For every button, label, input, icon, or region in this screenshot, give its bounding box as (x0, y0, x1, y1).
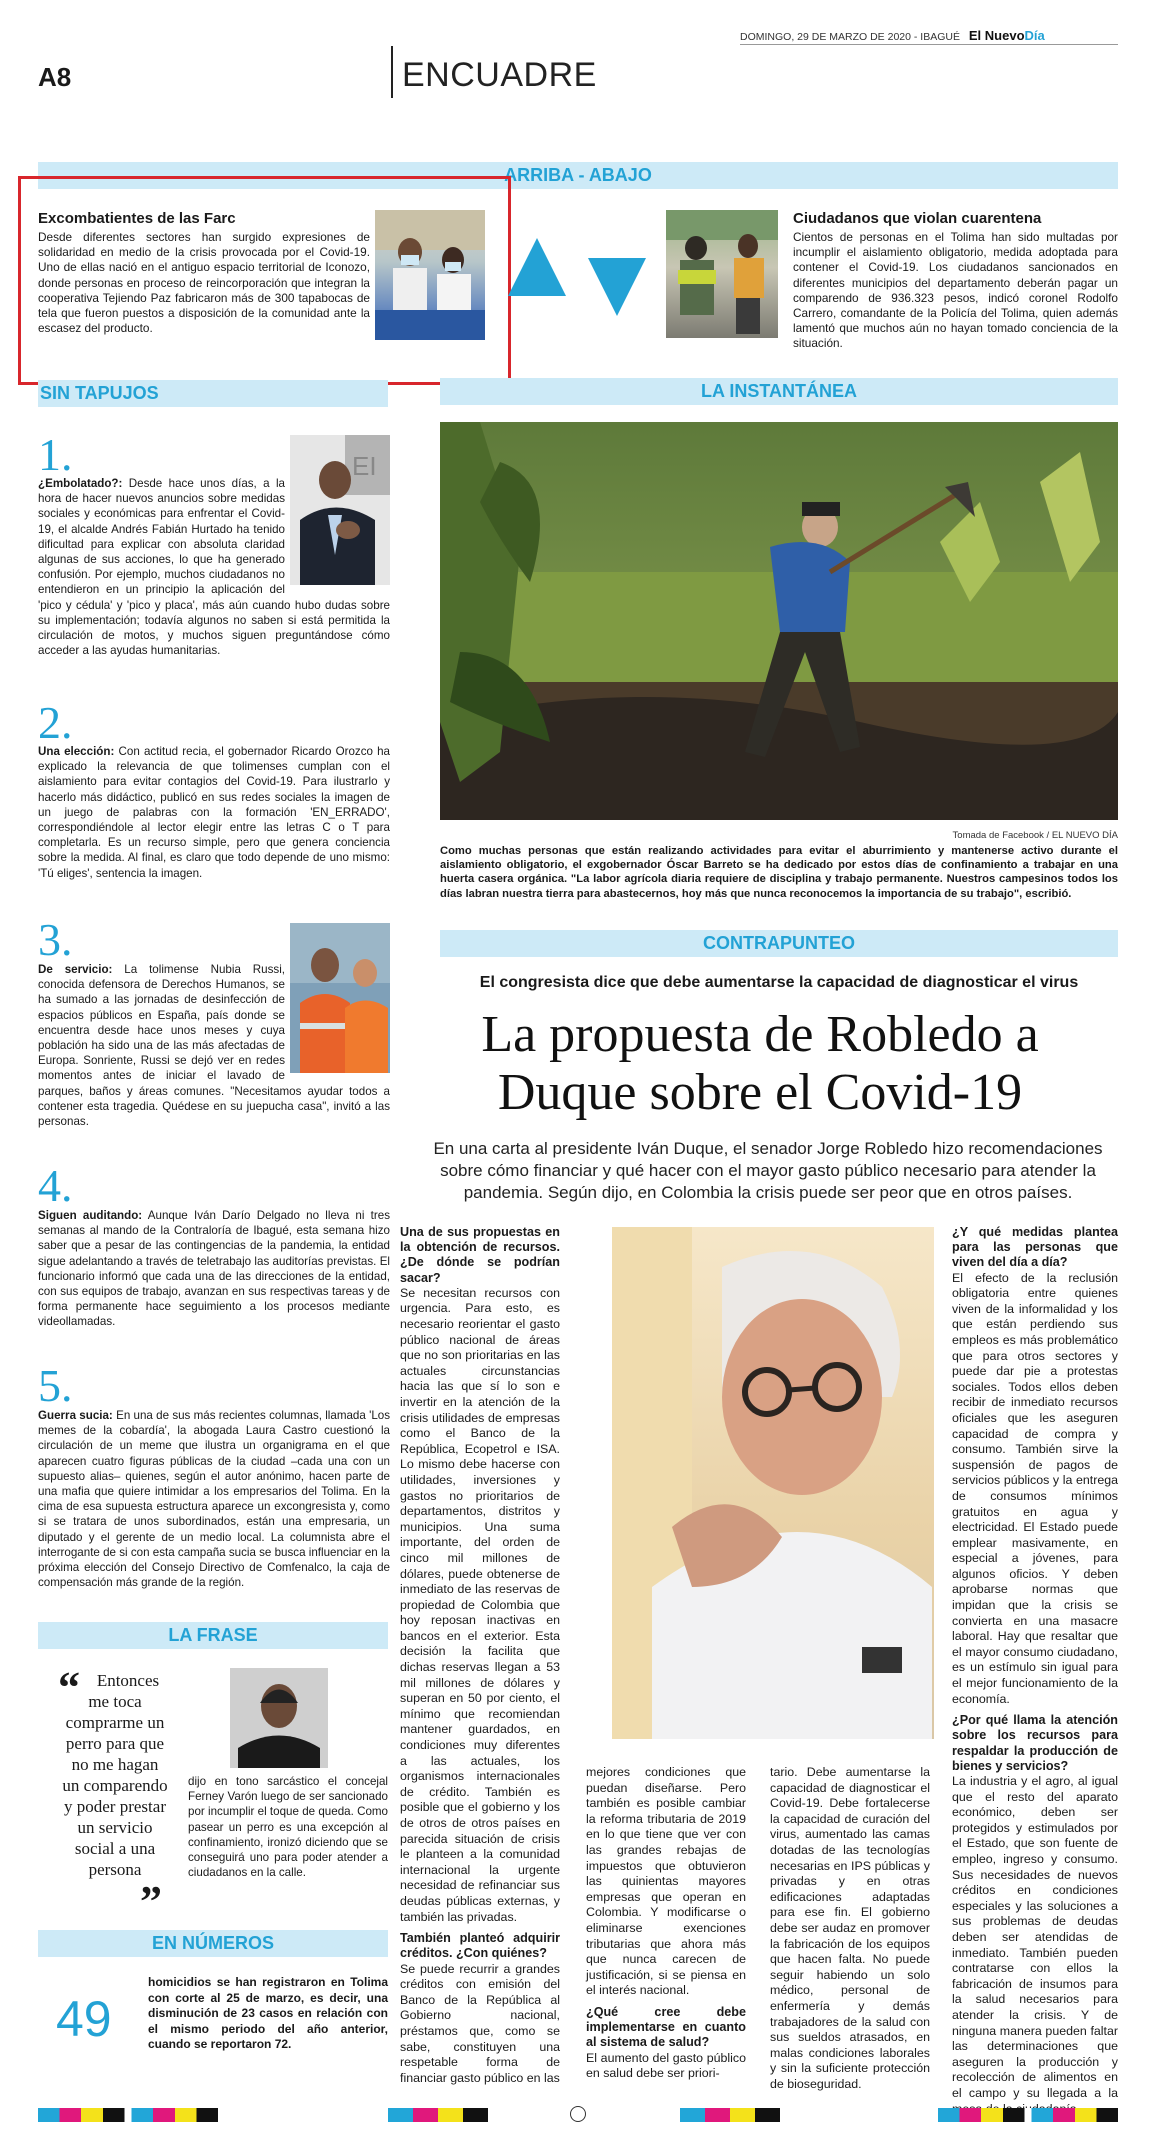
arrow-up-icon (508, 238, 566, 296)
arriba-right-title: Ciudadanos que violan cuarentena (793, 210, 1042, 227)
photo-barreto-huerta (440, 422, 1118, 820)
item-4-body (38, 1208, 390, 1330)
frase-quote: Entonces me toca comprarme un perro para que no me hagan un comparendo y poder prestar un servicio social a una persona (62, 1671, 168, 1879)
photo-credit: Tomada de Facebook / EL NUEVO DÍA (952, 830, 1118, 841)
wrap-spacer (285, 476, 390, 586)
col4-answer-1: El efecto de la reclusión obligatoria entre quienes viven de la informalidad y los que están perdiendo sus empleos es más problemático que para otros sectores y puede dar pie a protestas sociales. Todos ellos deben recibir de inmediato recursos oficiales que les aseguren capacidad de compra y consumo. También sirve la suspensión de pagos de servicios públicos y la entrega de consumos mínimos gratuitos en agua y electricidad. El Estado puede emplear masivamente, en especial a jóvenes, para algunos oficios. Y deben aprobarse normas que impidan que la crisis se convierta en una masacre laboral. Hay que resaltar que el mayor consumo ciudadano, es un estímulo sin igual para el mejor funcionamiento de la economía. (952, 1270, 1118, 1706)
item-4-number: 4. (38, 1160, 73, 1211)
article-col-2 (586, 1765, 746, 2082)
col4-question-2: ¿Por qué llama la atención sobre los recursos para respaldar la producción de bienes y servicios? (952, 1713, 1118, 1773)
arriba-abajo-heading: ARRIBA - ABAJO (38, 162, 1118, 189)
numeros-text: homicidios se han registraron en Tolima con corte al 25 de marzo, es decir, una disminución de 23 casos en relación con el mismo periodo del año anterior, cuando se reportaron 72. (148, 1975, 388, 2051)
frase-text: dijo en tono sarcástico el concejal Ferney Varón luego de ser sancionado por incumplir el toque de queda. Como pasear un perro es una excepción al confinamiento, ironizó diciendo que se conseguirá uno para poder atender a ciudadanos en la calle. (188, 1775, 388, 1880)
article-title-line-1: La propuesta de Robledo a (481, 1006, 1039, 1063)
item-3-lead: De servicio: (38, 963, 113, 976)
section-divider (391, 46, 393, 98)
arriba-left-title: Excombatientes de las Farc (38, 210, 236, 227)
sin-tapujos-heading: SIN TAPUJOS (38, 380, 388, 407)
article-title-line-2: Duque sobre el Covid-19 (497, 1064, 1023, 1121)
registration-target-icon (570, 2106, 586, 2122)
item-1-body (38, 476, 390, 658)
article-lead: En una carta al presidente Iván Duque, el senador Jorge Robledo hizo recomendaciones sobre cómo financiar y qué hacer con el mayor gasto público necesario para atender la pandemia. Según dijo, en Colombia la crisis puede ser peor que en otros países. (433, 1139, 1103, 1202)
brand-logo (969, 28, 1045, 43)
quote-close-mark: ” (140, 1877, 162, 1926)
article-col-1 (400, 1225, 560, 2086)
col1-answer-1: Se necesitan recursos con urgencia. Para esto, es necesario reorientar el gasto público nacional de áreas que no son prioritarias en las actuales circunstancias hacia las que sí lo son e invertir en la atención de la crisis utilidades de empresas como el Banco de la República, Ecopetrol e ISA. Lo mismo debe hacerse con utilidades, inversiones y gastos no prioritarios de departamentos, distritos y municipios. Una suma importante, del orden de cinco mil millones de dólares, puede obtenerse de inmediato de las reservas de propiedad de Colombia que hoy reposan inactivas en bancos en el exterior. Esta decisión la facilita que dichas reservas llegan a 53 mil millones de dólares y superan en 50 por ciento, el mínimo que recomiendan mantener guardados, en condiciones muy diferentes a las actuales, los organismos internacionales de crédito. También es posible que el gobierno y los de otros de otros países en parecida situación de crisis le planteen a la comunidad internacional la urgente necesidad de refinanciar sus deudas públicas externas, y también las privadas. (400, 1285, 560, 1924)
registration-bar-mid (388, 2108, 488, 2122)
col4-answer-2: La industria y el agro, al igual que el resto del aparato económico, deben ser protegidos y estimulados por el Estado, que son fuente de empleo, ingreso y consumo. Sus necesidades de nuevos créditos en condiciones especiales y las soluciones a sus problemas de deudas deben ser atendidas de inmediato. También pueden contratarse con ellos la fabricación de insumos para la salud necesarios para atender la crisis. Y de ninguna manera pueden faltar las determinaciones que aseguren la producción y recolección de alimentos en el campo y su llegada a la (952, 1774, 1118, 2100)
item-2-body (38, 744, 390, 881)
section-title: ENCUADRE (402, 56, 597, 94)
svg-text:EI: EI (352, 451, 377, 481)
item-2-lead: Una elección: (38, 745, 115, 758)
photo-caption: Como muchas personas que están realizando actividades para evitar el aburrimiento y mantenerse activo durante el aislamiento obligatorio, el exgobernador Óscar Barreto se ha dedicado por estos días de confinamiento a trabajar en una huerta casera orgánica. "La labor agrícola diaria requiere de disciplina y trabajo permanente. Nuestros campesinos todos los días labran nuestra tierra para abastecernos, hoy más que nunca reconocemos la importancia de su trabajo", escribió. (440, 845, 1118, 900)
photo-cuarentena (666, 210, 778, 338)
wrap-spacer (285, 962, 390, 1070)
registration-bar-right (938, 2108, 1118, 2122)
col1-question-1: Una de sus propuestas en la obtención de recursos. ¿De dónde se podrían sacar? (400, 1225, 560, 1285)
item-5-body (38, 1408, 390, 1590)
item-1-lead: ¿Embolatado?: (38, 477, 123, 490)
photo-concejal (230, 1668, 328, 1768)
header-rule (740, 44, 1118, 45)
en-numeros-heading: EN NÚMEROS (38, 1930, 388, 1957)
item-1-text: Desde hace unos días, a la hora de hacer nuevos anuncios sobre medidas sociales y económicas para enfrentar el Covid-19, el alcalde Andrés Fabián Hurtado ha tenido dificultad para explicar con absoluta claridad algunas de sus acciones, lo que ha generado confusión. Por ejemplo, muchos ciudadanos no entendieron en un principio la aplicación del 'pico y cédula' y 'pico y placa', más aún cuando hubo dudas sobre su implementación; todavía algunos no saben si está permitida la circulación de motos, y muchos siguen preguntándose cómo acceder a las ayudas humanitarias. (38, 477, 390, 658)
item-4-lead: Siguen auditando: (38, 1209, 143, 1222)
photo-robledo (612, 1227, 934, 1739)
item-1-number: 1. (38, 429, 73, 480)
quote-open-mark: “ (58, 1663, 80, 1712)
col4-question-1: ¿Y qué medidas plantea para las personas que viven del día a día? (952, 1225, 1118, 1270)
col2-answer-2: El aumento del gasto público en salud debe ser priori- (586, 2050, 746, 2081)
brand-logo-b: Día (1024, 28, 1045, 43)
dateline-text: DOMINGO, 29 DE MARZO DE 2020 - IBAGUÉ (740, 31, 960, 43)
arriba-right-body: Cientos de personas en el Tolima han sido multadas por incumplir el aislamiento obligatorio, medida adoptada para contener el Covid-19. Los ciudadanos sancionados en diferentes municipios del departamento deberán pagar un comparendo de 936.323 pesos, indicó coronel Rodolfo Carrero, comandante de la Policía del Tolima, quien además lamentó que muchos aún no hayan tomado conciencia de la situación. (793, 230, 1118, 351)
la-instantanea-heading: LA INSTANTÁNEA (440, 378, 1118, 405)
item-2-text: Con actitud recia, el gobernador Ricardo Orozco ha explicado la relevancia de que tolimenses cumplan con el aislamiento para evitar contagios del Covid-19. Para ilustrarlo y hacerlo más didáctico, publicó en sus redes sociales la imagen de un juego de palabras con la formación 'EN_ERRADO', correspondiéndole al lector elegir entre las letras C o T para completarla. Es un recurso simple, pero que genera conciencia sobre la medida. Al final, es claro que todo depende de uno mismo: 'Tú eliges', sentencia la imagen. (38, 745, 391, 880)
article-col-3 (770, 1765, 930, 2092)
article-title (400, 1006, 1120, 1122)
la-frase-heading: LA FRASE (38, 1622, 388, 1649)
page-number: A8 (38, 62, 72, 92)
arrow-down-icon (588, 258, 646, 316)
item-3-number: 3. (38, 914, 73, 965)
contrapunteo-heading: CONTRAPUNTEO (440, 930, 1118, 957)
item-4-text: Aunque Iván Darío Delgado no lleva ni tres semanas al mando de la Contraloría de Ibagué, esta semana hizo saber que a pesar de las contingencias de la pandemia, la entidad sigue adelantando a través de teletrabajo las auditorías previstas. El funcionario informó que cada una de las direcciones de la entidad, con sus equipos de trabajo, avanzan en sus respectivas tareas y de forma permanente hace seguimiento a los procesos mediante videollamadas. (38, 1209, 390, 1329)
registration-bar-mid2 (680, 2108, 780, 2122)
numeros-value: 49 (56, 1991, 112, 2047)
article-col-4 (952, 1225, 1118, 2117)
item-3-body (38, 962, 390, 1129)
col1-answer-2: Se puede recurrir a grandes créditos con emisión del Banco de la República al Gobierno nacional, préstamos que, como se sabe, constituyen una respetable forma de financiar gasto público en las (400, 1961, 560, 2085)
col2-answer-1: mejores condiciones que puedan diseñarse. Pero también es posible cambiar la reforma tributaria de 2019 en lo que tiene que ver con las grandes rebajas de impuestos que obtuvieron las quinientas mayores empresas que operan en Colombia. Y modificarse o eliminarse exenciones tributarias que ahora más que nunca carecen de justificación, si se piensa en el interés nacional. (586, 1765, 746, 1998)
article-kicker: El congresista dice que debe aumentarse la capacidad de diagnosticar el virus (479, 974, 1079, 991)
col1-question-2: También planteó adquirir créditos. ¿Con quiénes? (400, 1931, 560, 1961)
item-2-number: 2. (38, 697, 73, 748)
brand-logo-a: El Nuevo (968, 28, 1025, 43)
arriba-left-body: Desde diferentes sectores han surgido expresiones de solidaridad en medio de la crisis provocada por el Covid-19. Uno de ellas nació en el antiguo espacio territorial de Iconozo, donde personas en proceso de reincorporación que integran la cooperativa Tejiendo Paz fabricaron más de 300 tapabocas de tela que fueron puestos a disposición de la comunidad ante la escasez del producto. (38, 230, 370, 336)
dateline (740, 28, 1045, 43)
item-3-text: La tolimense Nubia Russi, conocida defensora de Derechos Humanos, se ha sumado a las jornadas de desinfección de espacios públicos en España, país donde se encuentra desde hace unos meses y cuya población ha sido una de las más afectadas de Europa. Sonriente, Russi se dejó ver en redes momentos antes de iniciar el lavado de parques, baños y áreas comunes. "Necesitamos ayudar todos a contener esta tragedia. Quédese en su juepucha casa", invitó a las personas. (38, 963, 390, 1129)
item-5-lead: Guerra sucia: (38, 1409, 113, 1422)
item-5-text: En una de sus más recientes columnas, llamada 'Los memes de la cobardía', la abogada Laura Castro cuestionó la circulación de un meme que ilustra un organigrama en el que aparecen cuatro figuras públicas de la ciudad –cada una con un supuesto alias– quienes, según el autor anónimo, hacen parte de una mafia que quiere intimidar a los empresarios del Tolima. En la cima de esa supuesta estructura aparece un excongresista y, como si se tratara de unos subordinados, están una empresaria, un diputado y el gerente de un medio local. La columnista abre el interrogante de si con esta campaña sucia se busca influenciar en la próxima elección del Consejo Directivo de Comfenalco, la caja de compensación más grande de la región. (38, 1409, 391, 1590)
col2-question-2: ¿Qué cree debe implementarse en cuanto al sistema de salud? (586, 2004, 746, 2050)
item-5-number: 5. (38, 1360, 73, 1411)
photo-excombatientes (375, 210, 485, 340)
registration-bar-left (38, 2108, 218, 2122)
col3-answer-1: tario. Debe aumentarse la capacidad de diagnosticar el Covid-19. Debe fortalecerse la capacidad de curación del virus, aumentado las camas dotadas de las tecnologías necesarias en IPS públicas y privadas y en otras edificaciones adaptadas para ese fin. El gobierno debe ser audaz en promover la fabricación de los equipos que hacen falta. No puede seguir habiendo un solo médico, personal de enfermería y demás trabajadores de la salud con sus sueldos atrasados, en malas condiciones laborales y sin la suficiente protección de bioseguridad. (770, 1765, 930, 2091)
